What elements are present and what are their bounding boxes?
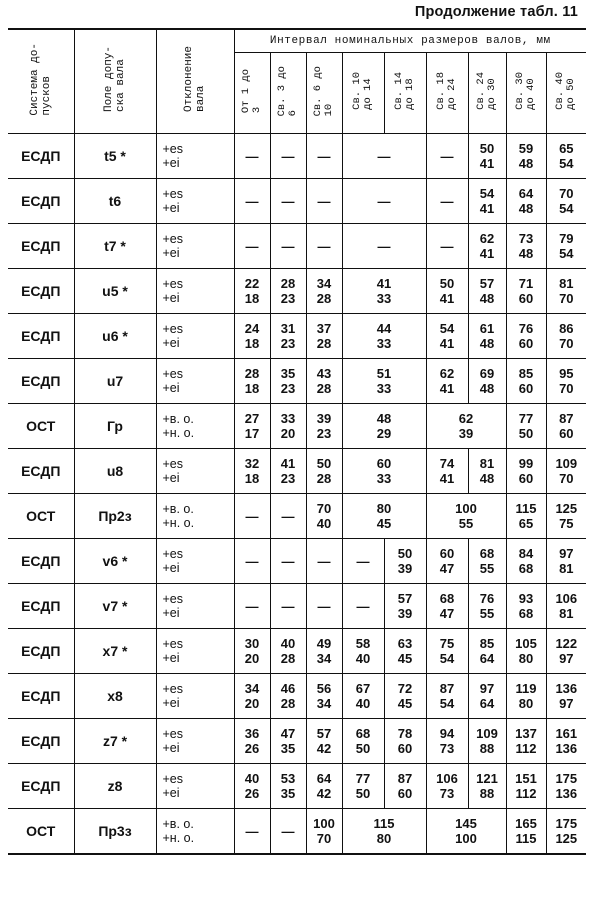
table-row <box>8 809 586 855</box>
value-cell: 28 18 <box>234 359 270 404</box>
system-cell: ЕСДП <box>8 719 74 764</box>
value-cell: 93 68 <box>506 584 546 629</box>
value-cell: — <box>306 179 342 224</box>
value-cell: — <box>306 134 342 179</box>
header-range-8 <box>506 53 546 134</box>
value-cell: 119 80 <box>506 674 546 719</box>
value-cell: 56 34 <box>306 674 342 719</box>
value-cell: 175 125 <box>546 809 586 855</box>
header-range-9 <box>546 53 586 134</box>
value-cell: 50 28 <box>306 449 342 494</box>
value-cell: 64 42 <box>306 764 342 809</box>
value-cell: 76 55 <box>468 584 506 629</box>
value-cell: 59 48 <box>506 134 546 179</box>
value-cell: 50 41 <box>468 134 506 179</box>
value-cell: 34 28 <box>306 269 342 314</box>
value-cell: 106 73 <box>426 764 468 809</box>
value-cell: — <box>306 224 342 269</box>
header-deviation: Отклонение вала <box>156 29 234 134</box>
deviation-cell: +es +ei <box>156 224 234 269</box>
value-cell: — <box>234 539 270 584</box>
value-cell: 34 20 <box>234 674 270 719</box>
tolerance-field-cell: t5 * <box>74 134 156 179</box>
value-cell: 22 18 <box>234 269 270 314</box>
table-row <box>8 584 586 629</box>
value-cell: — <box>342 584 384 629</box>
table-row <box>8 134 586 179</box>
header-range-label: Св. 14 до 18 <box>393 72 416 110</box>
value-cell: 87 60 <box>546 404 586 449</box>
value-cell: — <box>234 494 270 539</box>
value-cell: 77 50 <box>342 764 384 809</box>
value-cell: 50 39 <box>384 539 426 584</box>
value-cell: 85 60 <box>506 359 546 404</box>
deviation-cell: +es +ei <box>156 134 234 179</box>
value-cell: 71 60 <box>506 269 546 314</box>
tolerance-field-cell: u7 <box>74 359 156 404</box>
value-cell: 75 54 <box>426 629 468 674</box>
tolerance-field-cell: x8 <box>74 674 156 719</box>
value-cell: 72 45 <box>384 674 426 719</box>
value-cell: 43 28 <box>306 359 342 404</box>
header-range-3 <box>306 53 342 134</box>
value-cell: 68 50 <box>342 719 384 764</box>
table-row <box>8 719 586 764</box>
table-row <box>8 269 586 314</box>
value-cell: 65 54 <box>546 134 586 179</box>
table-row <box>8 404 586 449</box>
value-cell: — <box>270 809 306 855</box>
value-cell: 36 26 <box>234 719 270 764</box>
deviation-cell: +в. о. +н. о. <box>156 404 234 449</box>
value-cell: 67 40 <box>342 674 384 719</box>
value-cell: — <box>342 224 426 269</box>
value-cell: — <box>342 539 384 584</box>
header-field: Поле допу- ска вала <box>74 29 156 134</box>
value-cell: 106 81 <box>546 584 586 629</box>
value-cell: 28 23 <box>270 269 306 314</box>
deviation-cell: +es +ei <box>156 539 234 584</box>
header-range-label: Св. 24 до 30 <box>475 72 498 110</box>
value-cell: 54 41 <box>426 314 468 359</box>
tolerance-field-cell: u6 * <box>74 314 156 359</box>
table-row <box>8 449 586 494</box>
system-cell: ЕСДП <box>8 584 74 629</box>
system-cell: ЕСДП <box>8 359 74 404</box>
value-cell: 85 64 <box>468 629 506 674</box>
value-cell: 41 23 <box>270 449 306 494</box>
value-cell: 64 48 <box>506 179 546 224</box>
tolerance-table <box>8 28 586 855</box>
value-cell: — <box>270 539 306 584</box>
value-cell: 39 23 <box>306 404 342 449</box>
header-range-label: Св. 6 до 10 <box>312 65 335 117</box>
value-cell: 33 20 <box>270 404 306 449</box>
header-range-label: Св. 30 до 40 <box>514 72 537 110</box>
header-range-label: Св. 10 до 14 <box>351 72 374 110</box>
system-cell: ЕСДП <box>8 629 74 674</box>
value-cell: 62 41 <box>468 224 506 269</box>
value-cell: — <box>426 179 468 224</box>
value-cell: 49 34 <box>306 629 342 674</box>
deviation-cell: +es +ei <box>156 584 234 629</box>
system-cell: ЕСДП <box>8 449 74 494</box>
value-cell: 40 28 <box>270 629 306 674</box>
value-cell: 109 88 <box>468 719 506 764</box>
value-cell: 99 60 <box>506 449 546 494</box>
value-cell: 100 70 <box>306 809 342 855</box>
value-cell: 175 136 <box>546 764 586 809</box>
value-cell: 58 40 <box>342 629 384 674</box>
deviation-cell: +es +ei <box>156 269 234 314</box>
value-cell: — <box>426 134 468 179</box>
value-cell: 32 18 <box>234 449 270 494</box>
value-cell: 50 41 <box>426 269 468 314</box>
value-cell: 57 39 <box>384 584 426 629</box>
table-row <box>8 359 586 404</box>
value-cell: 95 70 <box>546 359 586 404</box>
value-cell: — <box>270 179 306 224</box>
header-range-1 <box>234 53 270 134</box>
value-cell: 125 75 <box>546 494 586 539</box>
tolerance-field-cell: z8 <box>74 764 156 809</box>
table-row <box>8 314 586 359</box>
deviation-cell: +es +ei <box>156 314 234 359</box>
system-cell: ЕСДП <box>8 314 74 359</box>
value-cell: — <box>270 224 306 269</box>
value-cell: 77 50 <box>506 404 546 449</box>
value-cell: 79 54 <box>546 224 586 269</box>
deviation-cell: +es +ei <box>156 359 234 404</box>
table-caption: Продолжение табл. 11 <box>414 4 578 20</box>
header-range-6 <box>426 53 468 134</box>
value-cell: 87 60 <box>384 764 426 809</box>
value-cell: 81 70 <box>546 269 586 314</box>
value-cell: 74 41 <box>426 449 468 494</box>
value-cell: 47 35 <box>270 719 306 764</box>
value-cell: 60 47 <box>426 539 468 584</box>
system-cell: ЕСДП <box>8 539 74 584</box>
value-cell: — <box>342 134 426 179</box>
value-cell: — <box>270 134 306 179</box>
value-cell: 121 88 <box>468 764 506 809</box>
value-cell: 151 112 <box>506 764 546 809</box>
value-cell: 84 68 <box>506 539 546 584</box>
tolerance-field-cell: u5 * <box>74 269 156 314</box>
deviation-cell: +es +ei <box>156 674 234 719</box>
value-cell: 115 65 <box>506 494 546 539</box>
value-cell: 80 45 <box>342 494 426 539</box>
value-cell: 73 48 <box>506 224 546 269</box>
deviation-cell: +в. о. +н. о. <box>156 809 234 855</box>
value-cell: 24 18 <box>234 314 270 359</box>
tolerance-field-cell: t7 * <box>74 224 156 269</box>
table-row <box>8 224 586 269</box>
header-range-label: От 1 до 3 <box>240 68 263 114</box>
value-cell: 137 112 <box>506 719 546 764</box>
value-cell: — <box>270 494 306 539</box>
value-cell: 165 115 <box>506 809 546 855</box>
value-cell: 30 20 <box>234 629 270 674</box>
value-cell: — <box>234 224 270 269</box>
value-cell: 57 42 <box>306 719 342 764</box>
deviation-cell: +es +ei <box>156 629 234 674</box>
value-cell: 51 33 <box>342 359 426 404</box>
value-cell: — <box>306 584 342 629</box>
value-cell: 115 80 <box>342 809 426 855</box>
value-cell: 105 80 <box>506 629 546 674</box>
value-cell: 97 64 <box>468 674 506 719</box>
header-range-label: Св. 3 до 6 <box>276 65 299 117</box>
header-range-label: Св. 18 до 24 <box>435 72 458 110</box>
tolerance-field-cell: u8 <box>74 449 156 494</box>
table-row <box>8 539 586 584</box>
value-cell: 27 17 <box>234 404 270 449</box>
system-cell: ОСТ <box>8 809 74 855</box>
table-row <box>8 674 586 719</box>
header-range-5 <box>384 53 426 134</box>
header-system: Система до- пусков <box>8 29 74 134</box>
tolerance-field-cell: Гр <box>74 404 156 449</box>
value-cell: 61 48 <box>468 314 506 359</box>
value-cell: 35 23 <box>270 359 306 404</box>
deviation-cell: +es +ei <box>156 449 234 494</box>
header-range-7 <box>468 53 506 134</box>
system-cell: ЕСДП <box>8 674 74 719</box>
value-cell: 70 40 <box>306 494 342 539</box>
tolerance-field-cell: x7 * <box>74 629 156 674</box>
value-cell: 60 33 <box>342 449 426 494</box>
value-cell: 62 39 <box>426 404 506 449</box>
value-cell: — <box>342 179 426 224</box>
value-cell: — <box>234 179 270 224</box>
value-cell: 41 33 <box>342 269 426 314</box>
table-row <box>8 494 586 539</box>
value-cell: 46 28 <box>270 674 306 719</box>
value-cell: 76 60 <box>506 314 546 359</box>
value-cell: 161 136 <box>546 719 586 764</box>
deviation-cell: +es +ei <box>156 764 234 809</box>
value-cell: 97 81 <box>546 539 586 584</box>
system-cell: ЕСДП <box>8 134 74 179</box>
system-cell: ЕСДП <box>8 179 74 224</box>
header-range-2 <box>270 53 306 134</box>
value-cell: 136 97 <box>546 674 586 719</box>
tolerance-field-cell: t6 <box>74 179 156 224</box>
value-cell: — <box>234 809 270 855</box>
value-cell: 70 54 <box>546 179 586 224</box>
tolerance-field-cell: z7 * <box>74 719 156 764</box>
header-range-4 <box>342 53 384 134</box>
value-cell: — <box>270 584 306 629</box>
value-cell: 145 100 <box>426 809 506 855</box>
value-cell: 31 23 <box>270 314 306 359</box>
value-cell: 87 54 <box>426 674 468 719</box>
value-cell: 54 41 <box>468 179 506 224</box>
deviation-cell: +es +ei <box>156 719 234 764</box>
value-cell: 44 33 <box>342 314 426 359</box>
value-cell: 81 48 <box>468 449 506 494</box>
system-cell: ОСТ <box>8 494 74 539</box>
value-cell: 86 70 <box>546 314 586 359</box>
tolerance-field-cell: Пр3з <box>74 809 156 855</box>
tolerance-field-cell: v6 * <box>74 539 156 584</box>
value-cell: 62 41 <box>426 359 468 404</box>
value-cell: 48 29 <box>342 404 426 449</box>
deviation-cell: +es +ei <box>156 179 234 224</box>
value-cell: — <box>234 584 270 629</box>
value-cell: 37 28 <box>306 314 342 359</box>
value-cell: — <box>426 224 468 269</box>
table-row <box>8 179 586 224</box>
value-cell: 78 60 <box>384 719 426 764</box>
value-cell: 40 26 <box>234 764 270 809</box>
header-range-label: Св. 40 до 50 <box>554 72 578 110</box>
system-cell: ЕСДП <box>8 269 74 314</box>
value-cell: 94 73 <box>426 719 468 764</box>
header-interval: Интервал номинальных размеров валов, мм <box>234 29 586 53</box>
value-cell: 109 70 <box>546 449 586 494</box>
system-cell: ЕСДП <box>8 764 74 809</box>
value-cell: 122 97 <box>546 629 586 674</box>
deviation-cell: +в. о. +н. о. <box>156 494 234 539</box>
value-cell: 69 48 <box>468 359 506 404</box>
value-cell: — <box>234 134 270 179</box>
table-row <box>8 764 586 809</box>
value-cell: — <box>306 539 342 584</box>
table-row <box>8 629 586 674</box>
system-cell: ОСТ <box>8 404 74 449</box>
system-cell: ЕСДП <box>8 224 74 269</box>
tolerance-field-cell: Пр2з <box>74 494 156 539</box>
value-cell: 53 35 <box>270 764 306 809</box>
value-cell: 63 45 <box>384 629 426 674</box>
value-cell: 68 55 <box>468 539 506 584</box>
value-cell: 68 47 <box>426 584 468 629</box>
value-cell: 100 55 <box>426 494 506 539</box>
value-cell: 57 48 <box>468 269 506 314</box>
tolerance-field-cell: v7 * <box>74 584 156 629</box>
